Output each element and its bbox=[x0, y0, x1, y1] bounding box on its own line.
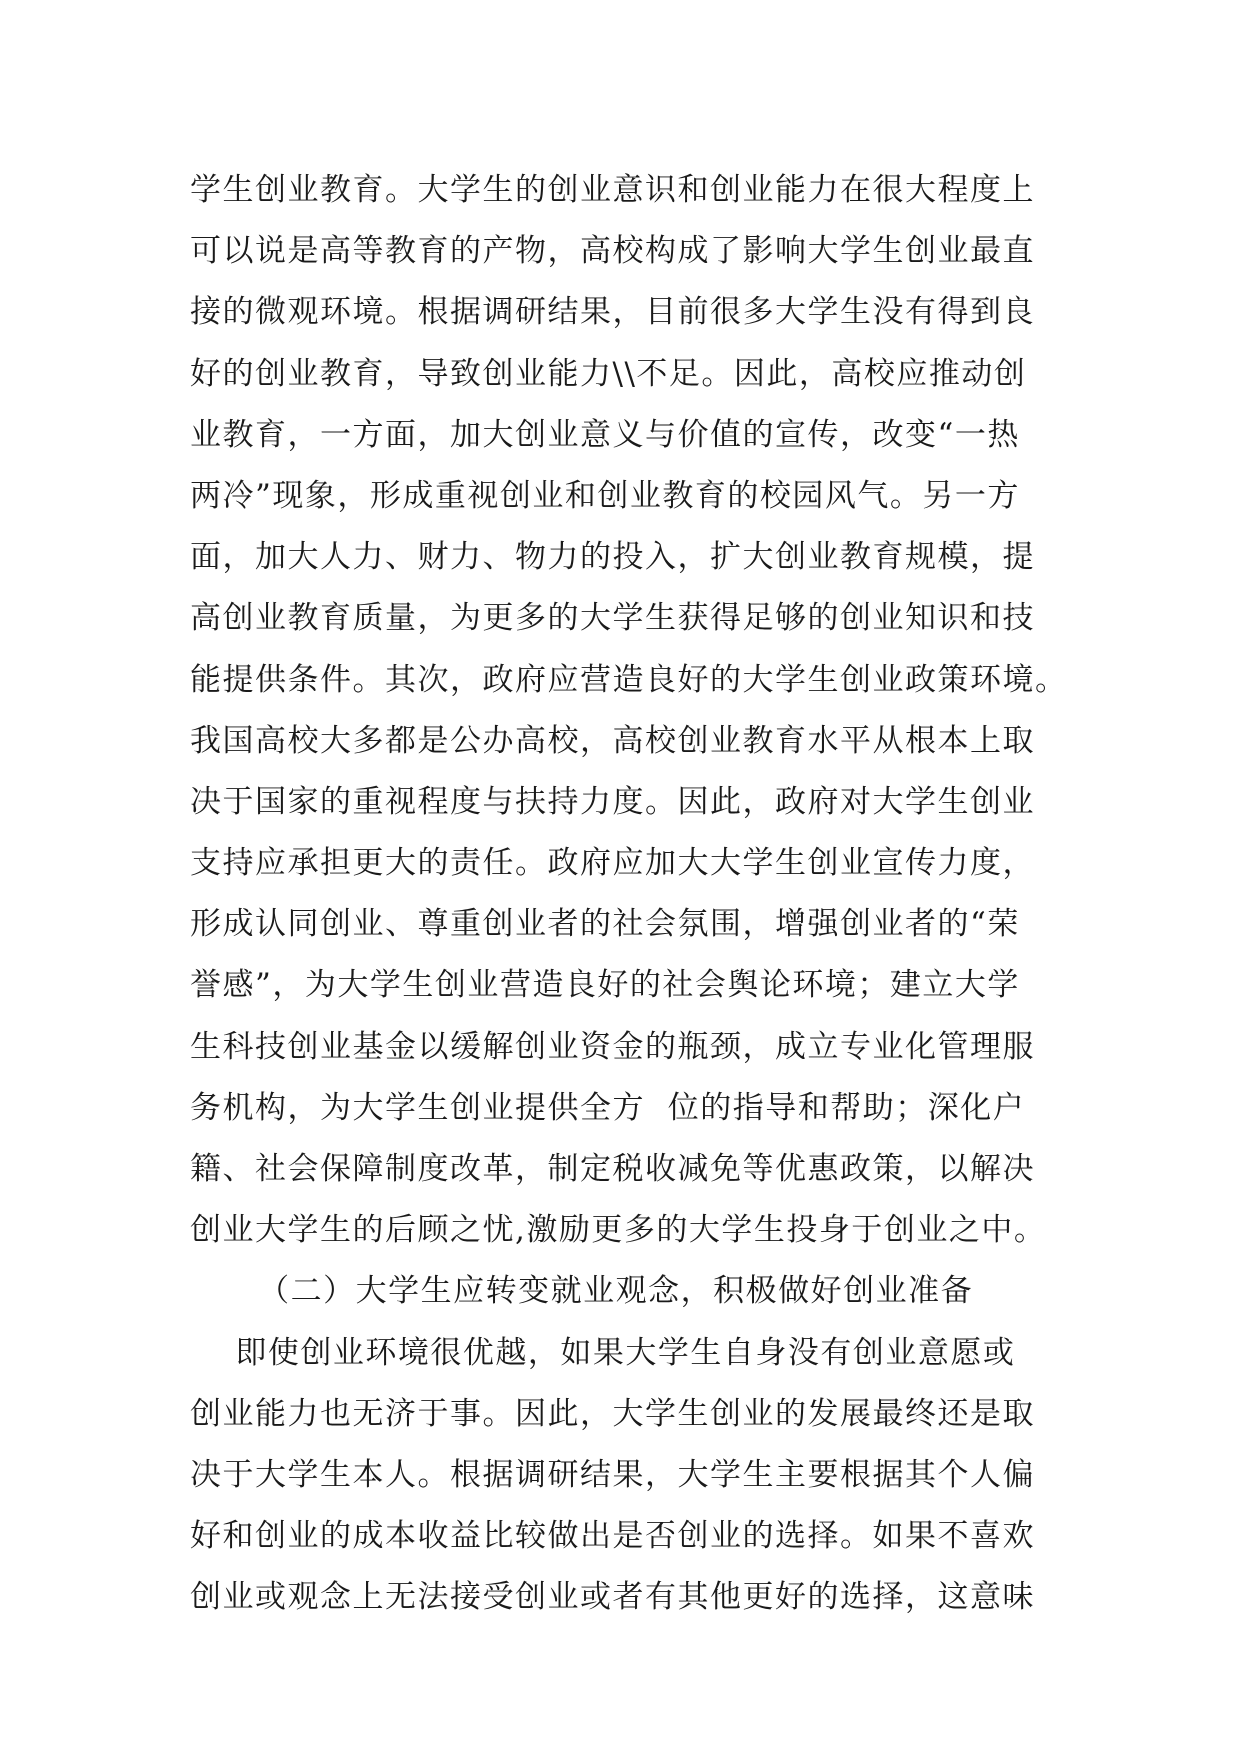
text-line: 誉感”，为大学生创业营造良好的社会舆论环境；建立大学 bbox=[190, 967, 1020, 1004]
text-line: 两冷”现象，形成重视创业和创业教育的校园风气。另一方 bbox=[190, 477, 1020, 514]
text-line: 好的创业教育，导致创业能力\\不足。因此，高校应推动创 bbox=[190, 355, 1027, 392]
text-line: 我国高校大多都是公办高校，高校创业教育水平从根本上取 bbox=[190, 722, 1035, 759]
text-line: 创业或观念上无法接受创业或者有其他更好的选择，这意味 bbox=[190, 1579, 1035, 1616]
text-line: 形成认同创业、尊重创业者的社会氛围，增强创业者的“荣 bbox=[190, 906, 1020, 943]
text-line: 可以说是高等教育的产物，高校构成了影响大学生创业最直 bbox=[190, 233, 1035, 270]
text-line: 学生创业教育。大学生的创业意识和创业能力在很大程度上 bbox=[190, 172, 1035, 208]
body-text bbox=[190, 160, 1068, 1629]
section-heading: （二）大学生应转变就业观念，积极做好创业准备 bbox=[190, 1273, 974, 1310]
text-line: 创业能力也无济于事。因此，大学生创业的发展最终还是取 bbox=[190, 1395, 1035, 1432]
text-line: 好和创业的成本收益比较做出是否创业的选择。如果不喜欢 bbox=[190, 1518, 1035, 1555]
text-line: 支持应承担更大的责任。政府应加大大学生创业宣传力度， bbox=[190, 845, 1035, 882]
text-line: 面，加大人力、财力、物力的投入，扩大创业教育规模，提 bbox=[190, 539, 1035, 576]
text-line: 生科技创业基金以缓解创业资金的瓶颈，成立专业化管理服 bbox=[190, 1028, 1035, 1065]
text-line: 籍、社会保障制度改革，制定税收减免等优惠政策，以解决 bbox=[190, 1151, 1035, 1187]
text-line: 能提供条件。其次，政府应营造良好的大学生创业政策环境。 bbox=[190, 661, 1068, 698]
text-line: 业教育，一方面，加大创业意义与价值的宣传，改变“一热 bbox=[190, 416, 1020, 453]
text-line: 务机构，为大学生创业提供全方 位的指导和帮助；深化户 bbox=[190, 1089, 1026, 1126]
text-line: 决于国家的重视程度与扶持力度。因此，政府对大学生创业 bbox=[190, 783, 1035, 820]
text-line: 即使创业环境很优越，如果大学生自身没有创业意愿或 bbox=[190, 1334, 1016, 1371]
text-line: 接的微观环境。根据调研结果，目前很多大学生没有得到良 bbox=[190, 294, 1035, 331]
text-line: 高创业教育质量，为更多的大学生获得足够的创业知识和技 bbox=[190, 600, 1035, 637]
text-line: 创业大学生的后顾之忧,激励更多的大学生投身于创业之中。 bbox=[190, 1212, 1047, 1249]
text-line: 决于大学生本人。根据调研结果，大学生主要根据其个人偏 bbox=[190, 1456, 1035, 1493]
